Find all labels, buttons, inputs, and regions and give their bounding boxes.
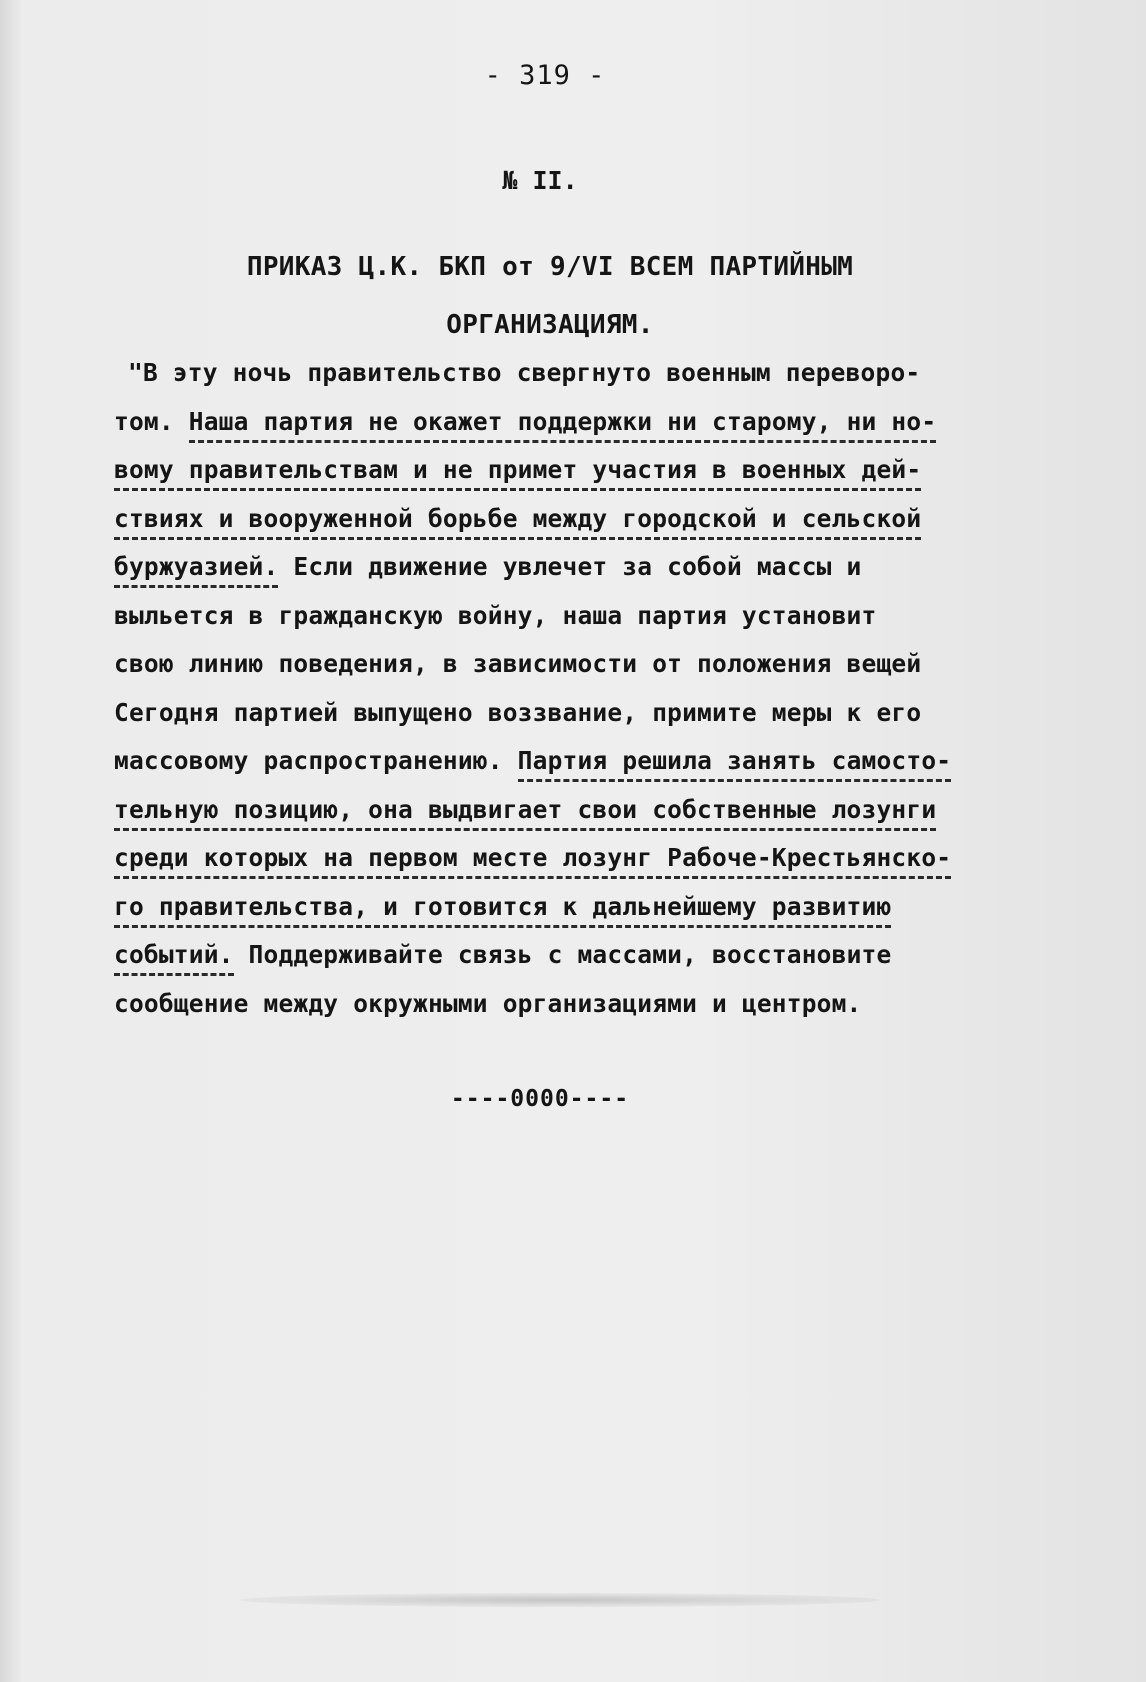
text-line-8: Сегодня партией выпущено воззвание, примите меры к его [114, 697, 922, 727]
text-line-13-end: Поддерживайте связь с массами, восстановите [233, 940, 892, 969]
page-number: - 319 - [484, 60, 606, 91]
text-line-2-start: том. [114, 406, 189, 436]
underlined-text: Наша партия не окажет поддержки ни старому, ни но- [189, 407, 937, 443]
underlined-text: буржуазией. [114, 552, 278, 588]
text-line-4 [114, 504, 1014, 553]
text-line-2 [114, 407, 1014, 456]
underlined-text: ствиях и вооруженной борьбе между городской и сельской [114, 504, 921, 540]
text-line-14: сообщение между окружными организациями и центром. [114, 988, 862, 1018]
text-line-10 [114, 795, 1014, 844]
text-line-9 [114, 746, 1014, 795]
underlined-text: среди которых на первом месте лозунг Рабоче-Крестьянско- [114, 843, 951, 879]
underlined-text: тельную позицию, она выдвигает свои собственные лозунги [114, 795, 936, 831]
end-marker: ----0000---- [450, 1086, 630, 1112]
order-text [114, 358, 1014, 1037]
document-title [140, 238, 960, 354]
underlined-text: вому правительствам и не примет участия в военных дей- [114, 455, 921, 491]
text-line-3 [114, 455, 1014, 504]
text-line-6: выльется в гражданскую войну, наша партия установит [114, 600, 877, 630]
text-line-1: "В эту ночь правительство свергнуто военным переворо- [128, 358, 921, 387]
text-line-5-end: Если движение увлечет за собой массы и [278, 552, 862, 581]
text-line-13 [114, 940, 1014, 989]
text-line-12 [114, 892, 1014, 941]
text-line-11 [114, 843, 1014, 892]
text-line-9-start: массовому распространению. [114, 746, 518, 775]
ink-smudge [240, 1593, 880, 1607]
underlined-text: событий. [114, 940, 234, 976]
underlined-text: го правительства, и готовится к дальнейшему развитию [114, 892, 891, 928]
document-number: № II. [502, 166, 578, 195]
title-line-1: ПРИКАЗ Ц.К. БКП от 9/VI ВСЕМ ПАРТИЙНЫМ [246, 252, 854, 282]
title-line-2: ОРГАНИЗАЦИЯМ. [446, 310, 654, 340]
text-line-7: свою линию поведения, в зависимости от положения вещей [114, 649, 922, 678]
underlined-text: Партия решила занять самосто- [518, 746, 952, 782]
text-line-5 [114, 552, 1014, 601]
